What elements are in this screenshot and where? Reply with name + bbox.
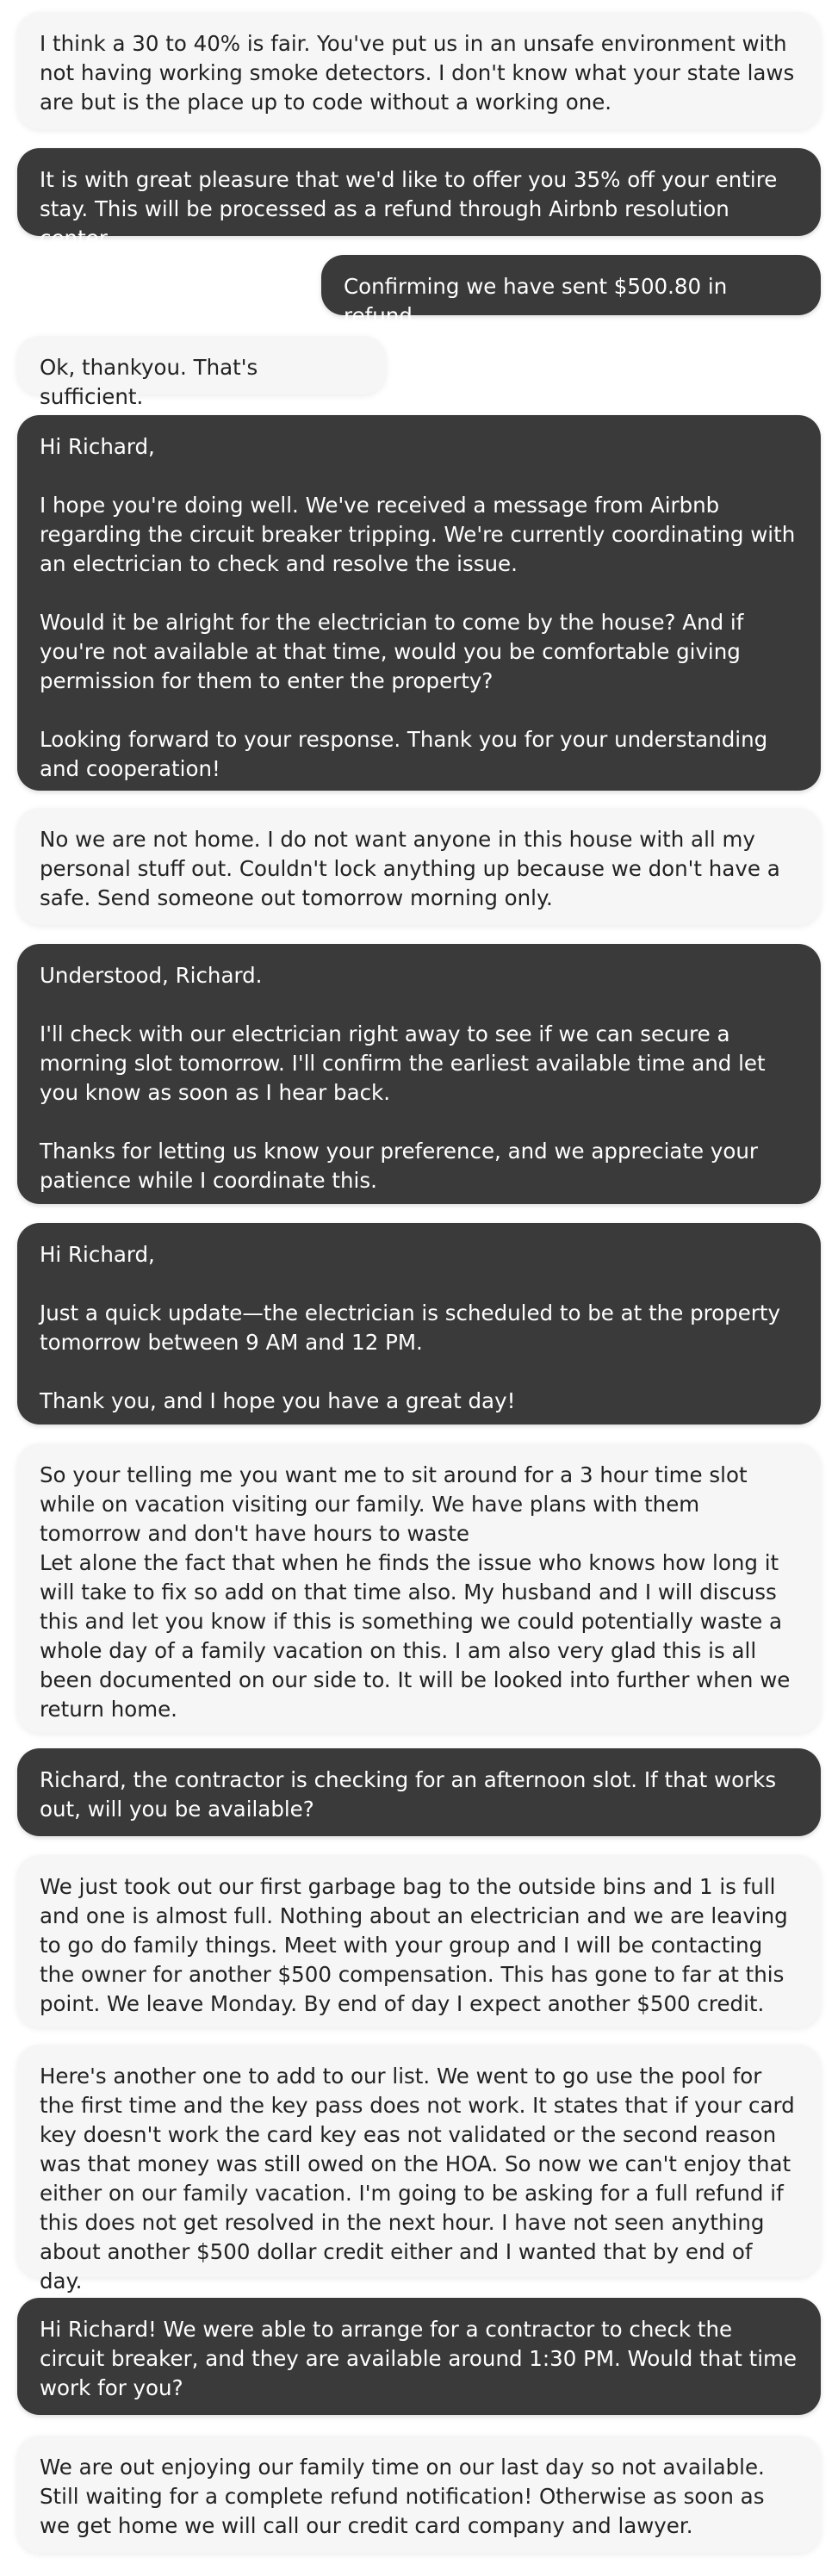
guest-message: We just took out our first garbage bag to the outside bins and 1 is full and one is almost full. Nothing about an electrician and we are leaving to go do family things. Meet with your group and I will be contacting the owner for another $500 compensation. This has gone to far at this point. We leave Monday. By end of day I expect another $500 credit. <box>17 1855 821 2027</box>
host-message: Hi Richard, Just a quick update—the electrician is scheduled to be at the property tomorrow between 9 AM and 12 PM. Thank you, and I hope you have a great day! <box>17 1223 821 1425</box>
guest-message: So your telling me you want me to sit around for a 3 hour time slot while on vacation visiting our family. We have plans with them tomorrow and don't have hours to waste Let alone the fact that when he finds the issue who knows how long it will take to fix so add on that time also. My husband and I will discuss this and let you know if this is something we could potentially waste a whole day of a family vacation on this. I am also very glad this is all been documented on our side to. It will be looked into further when we return home. <box>17 1443 821 1733</box>
host-message: Hi Richard! We were able to arrange for a contractor to check the circuit breaker, and they are available around 1:30 PM. Would that time work for you? <box>17 2298 821 2415</box>
host-message: It is with great pleasure that we'd like to offer you 35% off your entire stay. This will be processed as a refund through Airbnb resolution center. <box>17 148 821 236</box>
guest-message: No we are not home. I do not want anyone in this house with all my personal stuff out. Couldn't lock anything up because we don't have a safe. Send someone out tomorrow morning only. <box>17 808 821 925</box>
guest-message: I think a 30 to 40% is fair. You've put us in an unsafe environment with not having working smoke detectors. I don't know what your state laws are but is the place up to code without a working one. <box>17 12 821 129</box>
guest-message: We are out enjoying our family time on our last day so not available. Still waiting for a complete refund notification! Otherwise as soon as we get home we will call our credit card company and lawyer. <box>17 2436 821 2553</box>
host-message: Hi Richard, I hope you're doing well. We've received a message from Airbnb regarding the circuit breaker tripping. We're currently coordinating with an electrician to check and resolve the issue. Would it be alright for the electrician to come by the house? And if you're not available at that time, would you be comfortable giving permission for them to enter the property? Looking forward to your response. Thank you for your understanding and cooperation! <box>17 415 821 791</box>
guest-message: Ok, thankyou. That's sufficient. <box>17 336 386 394</box>
host-message: Richard, the contractor is checking for an afternoon slot. If that works out, will you be available? <box>17 1748 821 1836</box>
guest-message: Here's another one to add to our list. We went to go use the pool for the first time and the key pass does not work. It states that if your card key doesn't work the card key eas not validated or the second reason was that money was still owed on the HOA. So now we can't enjoy that either on our family vacation. I'm going to be asking for a full refund if this does not get resolved in the next hour. I have not seen anything about another $500 dollar credit either and I wanted that by end of day. <box>17 2045 821 2277</box>
host-message: Understood, Richard. I'll check with our electrician right away to see if we can secure a morning slot tomorrow. I'll confirm the earliest available time and let you know as soon as I hear back. Thanks for letting us know your preference, and we appreciate your patience while I coordinate this. <box>17 944 821 1204</box>
host-message: Confirming we have sent $500.80 in refund. <box>321 255 821 315</box>
